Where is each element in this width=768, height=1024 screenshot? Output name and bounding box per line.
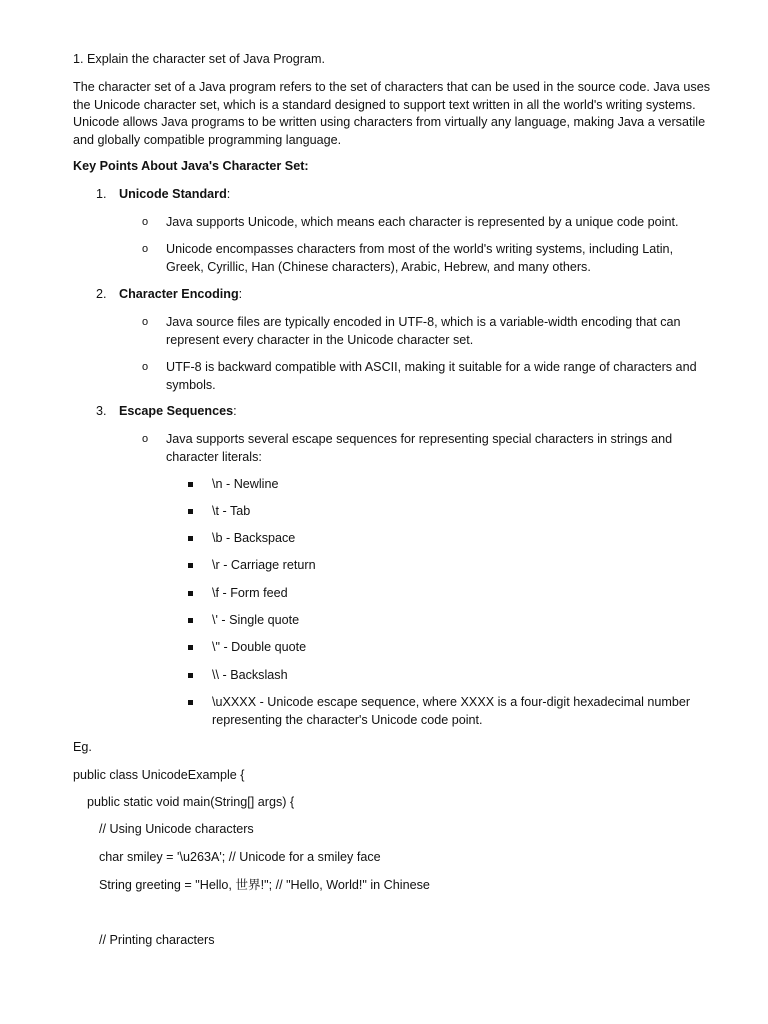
escape-item: \r - Carriage return xyxy=(212,558,316,572)
escape-item: \n - Newline xyxy=(212,477,279,491)
escape-item: \t - Tab xyxy=(212,504,251,518)
bullet-square-icon xyxy=(188,673,193,678)
bullet-circle-icon: o xyxy=(142,433,149,445)
escape-item: \f - Form feed xyxy=(212,586,288,600)
section-2-bullet-1: Java source files are typically encoded in UTF-8, which is a variable-width encoding that can represent every character in the Unicode character set. xyxy=(166,315,681,347)
bullet-circle-icon: o xyxy=(142,243,149,255)
escape-item: \uXXXX - Unicode escape sequence, where XXXX is a four-digit hexadecimal number representing the character's Unicode code point. xyxy=(212,695,691,727)
code-line: // Using Unicode characters xyxy=(99,822,254,836)
section-1-title-text: Unicode Standard xyxy=(119,187,227,201)
escape-item: \\ - Backslash xyxy=(212,668,288,682)
bullet-square-icon xyxy=(188,645,193,650)
code-line: public class UnicodeExample { xyxy=(73,768,245,782)
code-line: // Printing characters xyxy=(99,933,215,947)
section-2-colon: : xyxy=(238,287,243,301)
section-2-title xyxy=(119,286,242,304)
code-line: char smiley = '\u263A'; // Unicode for a smiley face xyxy=(99,850,381,864)
example-label: Eg. xyxy=(73,740,92,754)
bullet-square-icon xyxy=(188,509,193,514)
section-2-title-text: Character Encoding xyxy=(119,287,239,301)
section-1-bullet-2: Unicode encompasses characters from most of the world's writing systems, including Latin, Greek, Cyrillic, Han (Chinese characters), Arabic, Hebrew, and many others. xyxy=(166,242,674,274)
bullet-square-icon xyxy=(188,563,193,568)
escape-item: \" - Double quote xyxy=(212,640,307,654)
key-points-heading: Key Points About Java's Character Set: xyxy=(73,159,309,173)
section-2-number: 2. xyxy=(96,287,107,301)
code-line: public static void main(String[] args) { xyxy=(87,795,295,809)
section-3-colon: : xyxy=(233,404,237,418)
bullet-circle-icon: o xyxy=(142,316,149,328)
escape-item: \' - Single quote xyxy=(212,613,300,627)
bullet-square-icon xyxy=(188,618,193,623)
question-heading: 1. Explain the character set of Java Program. xyxy=(73,52,325,66)
section-1-number: 1. xyxy=(96,187,107,201)
section-1-title xyxy=(119,186,230,204)
section-3-bullet-1: Java supports several escape sequences for representing special characters in strings and character literals: xyxy=(166,432,673,464)
escape-item: \b - Backspace xyxy=(212,531,296,545)
section-3-title xyxy=(119,403,237,421)
section-3-number: 3. xyxy=(96,404,107,418)
section-3-title-text: Escape Sequences xyxy=(119,404,234,418)
bullet-square-icon xyxy=(188,591,193,596)
intro-paragraph: The character set of a Java program refers to the set of characters that can be used in the source code. Java uses the Unicode character set, which is a standard designed to support text written in all the world's writing systems. Unicode allows Java programs to be written using characters from virtually any language, making Java a versatile and globally compatible programming language. xyxy=(73,80,711,147)
bullet-square-icon xyxy=(188,700,193,705)
section-1-colon: : xyxy=(226,187,231,201)
section-1-bullet-1: Java supports Unicode, which means each character is represented by a unique code point. xyxy=(166,215,679,229)
section-2-bullet-2: UTF-8 is backward compatible with ASCII, making it suitable for a wide range of characters and symbols. xyxy=(166,360,697,392)
bullet-square-icon xyxy=(188,536,193,541)
bullet-square-icon xyxy=(188,482,193,487)
code-line: String greeting = "Hello, 世界!"; // "Hello, World!" in Chinese xyxy=(99,878,430,892)
bullet-circle-icon: o xyxy=(142,216,149,228)
bullet-circle-icon: o xyxy=(142,361,149,373)
